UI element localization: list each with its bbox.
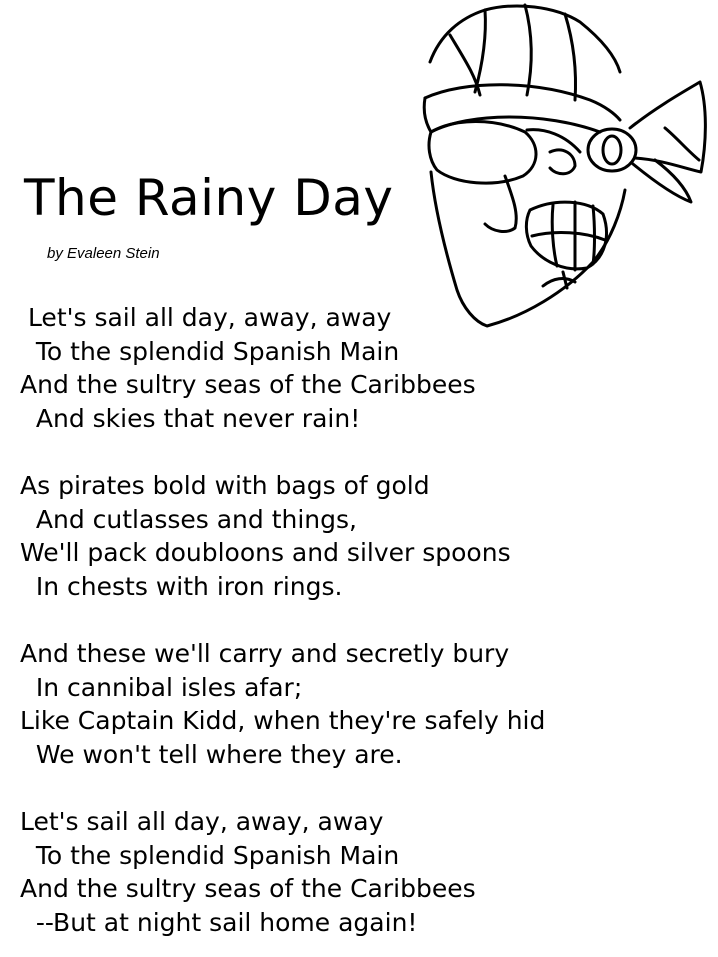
poem-byline: by Evaleen Stein <box>47 245 160 262</box>
poem-line: And the sultry seas of the Caribbees <box>20 370 476 400</box>
poem-line: To the splendid Spanish Main <box>20 840 400 870</box>
stanza <box>20 469 545 603</box>
poem-line: We won't tell where they are. <box>20 739 403 769</box>
poem-body <box>20 301 545 939</box>
poem-line: And cutlasses and things, <box>20 504 357 534</box>
poem-line: Let's sail all day, away, away <box>20 303 392 332</box>
poem-line: --But at night sail home again! <box>20 907 418 937</box>
poem-line: Let's sail all day, away, away <box>20 806 384 836</box>
pirate-face-icon <box>415 0 715 330</box>
poem-line: We'll pack doubloons and silver spoons <box>20 538 511 568</box>
poem-line: And these we'll carry and secretly bury <box>20 638 510 668</box>
poem-line: In chests with iron rings. <box>20 571 343 601</box>
poem-line: And the sultry seas of the Caribbees <box>20 874 476 904</box>
poem-line: To the splendid Spanish Main <box>20 336 400 366</box>
poem-line: In cannibal isles afar; <box>20 672 303 702</box>
poem-title: The Rainy Day <box>24 169 394 227</box>
poem-line: As pirates bold with bags of gold <box>20 470 430 500</box>
poem-line: Like Captain Kidd, when they're safely hid <box>20 706 546 736</box>
stanza <box>20 805 545 939</box>
stanza <box>20 637 545 771</box>
poem-line: And skies that never rain! <box>20 403 361 433</box>
